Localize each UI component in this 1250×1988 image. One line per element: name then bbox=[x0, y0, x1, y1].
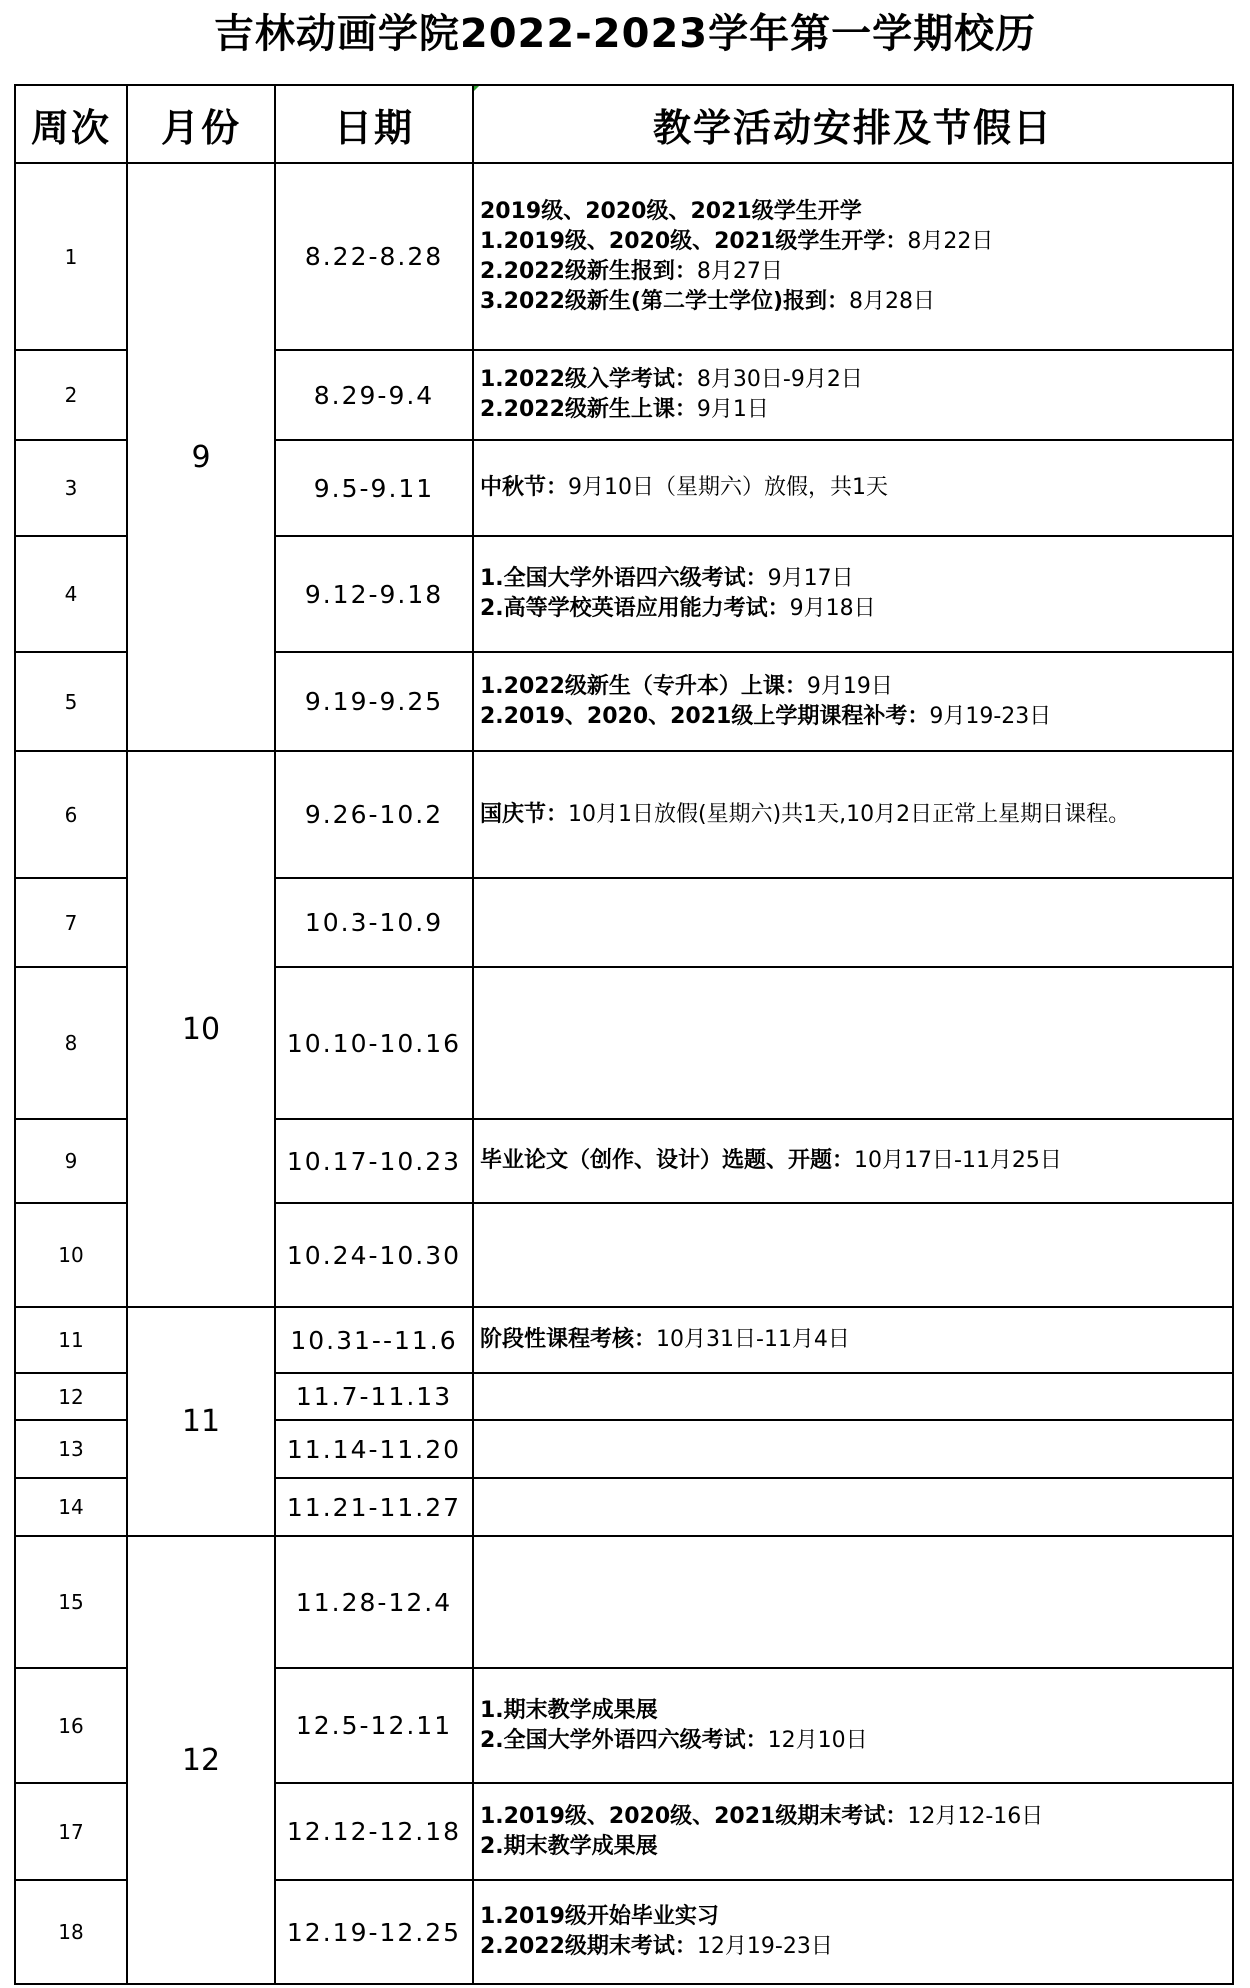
events-cell bbox=[473, 1783, 1233, 1880]
date-range-cell: 8.29-9.4 bbox=[275, 350, 473, 440]
event-line bbox=[480, 594, 1232, 624]
event-label: 1.2022级入学考试： bbox=[480, 367, 697, 392]
event-label: 阶段性课程考核： bbox=[480, 1327, 657, 1352]
event-line bbox=[480, 197, 1232, 227]
week-cell: 17 bbox=[15, 1783, 127, 1880]
week-cell: 8 bbox=[15, 967, 127, 1119]
event-label: 1.全国大学外语四六级考试： bbox=[480, 566, 768, 591]
date-range-cell: 10.17-10.23 bbox=[275, 1119, 473, 1203]
event-label: 中秋节： bbox=[480, 475, 569, 500]
month-cell: 9 bbox=[127, 163, 275, 751]
events-cell bbox=[473, 1203, 1233, 1307]
events-cell bbox=[473, 1668, 1233, 1783]
events-cell bbox=[473, 652, 1233, 751]
event-value: 8月30日-9月2日 bbox=[696, 367, 863, 392]
week-cell: 7 bbox=[15, 878, 127, 967]
events-cell bbox=[473, 967, 1233, 1119]
event-line bbox=[480, 1696, 1232, 1726]
event-value: 9月17日 bbox=[767, 566, 854, 591]
date-range-cell: 10.10-10.16 bbox=[275, 967, 473, 1119]
date-range-cell: 8.22-8.28 bbox=[275, 163, 473, 350]
events-cell bbox=[473, 1880, 1233, 1984]
event-line bbox=[480, 1146, 1232, 1176]
events-cell bbox=[473, 751, 1233, 878]
events-cell bbox=[473, 1536, 1233, 1668]
event-value: 12月19-23日 bbox=[696, 1934, 833, 1959]
date-range-cell: 12.19-12.25 bbox=[275, 1880, 473, 1984]
event-line bbox=[480, 227, 1232, 257]
week-cell: 3 bbox=[15, 440, 127, 536]
date-range-cell: 10.24-10.30 bbox=[275, 1203, 473, 1307]
event-value: 12月12-16日 bbox=[907, 1803, 1044, 1829]
event-value: 8月27日 bbox=[696, 258, 783, 284]
event-line bbox=[480, 702, 1232, 732]
event-value: 10月31日-11月4日 bbox=[656, 1327, 850, 1352]
event-label: 2.2022级新生上课： bbox=[480, 397, 697, 422]
events-cell bbox=[473, 440, 1233, 536]
table-row bbox=[15, 1536, 1233, 1668]
week-cell: 1 bbox=[15, 163, 127, 350]
event-value: 12月10日 bbox=[767, 1727, 868, 1753]
date-range-cell: 9.26-10.2 bbox=[275, 751, 473, 878]
date-range-cell: 9.19-9.25 bbox=[275, 652, 473, 751]
week-cell: 2 bbox=[15, 350, 127, 440]
event-label: 1.2019级、2020级、2021级期末考试： bbox=[480, 1803, 908, 1829]
events-cell bbox=[473, 536, 1233, 652]
month-cell: 11 bbox=[127, 1307, 275, 1536]
header-events: 教学活动安排及节假日 bbox=[473, 85, 1233, 163]
event-line bbox=[480, 1932, 1232, 1962]
week-cell: 11 bbox=[15, 1307, 127, 1373]
event-value: 9月19日 bbox=[806, 673, 893, 699]
event-line bbox=[480, 287, 1232, 317]
header-date: 日期 bbox=[275, 85, 473, 163]
event-line bbox=[480, 1325, 1232, 1355]
month-cell: 10 bbox=[127, 751, 275, 1307]
week-cell: 13 bbox=[15, 1420, 127, 1478]
event-line bbox=[480, 1832, 1232, 1862]
event-label: 2.期末教学成果展 bbox=[480, 1833, 658, 1859]
events-cell bbox=[473, 350, 1233, 440]
event-label: 1.2019级、2020级、2021级学生开学： bbox=[480, 228, 908, 254]
event-line bbox=[480, 800, 1232, 830]
event-label: 毕业论文（创作、设计）选题、开题： bbox=[480, 1148, 855, 1173]
event-line bbox=[480, 473, 1232, 503]
events-cell bbox=[473, 163, 1233, 350]
week-cell: 6 bbox=[15, 751, 127, 878]
header-month: 月份 bbox=[127, 85, 275, 163]
event-value: 8月22日 bbox=[907, 228, 994, 254]
header-row bbox=[15, 85, 1233, 163]
week-cell: 16 bbox=[15, 1668, 127, 1783]
event-label: 2.2022级新生报到： bbox=[480, 258, 697, 284]
event-label: 2.全国大学外语四六级考试： bbox=[480, 1727, 768, 1753]
event-value: 9月19-23日 bbox=[929, 703, 1052, 729]
event-label: 1.2022级新生（专升本）上课： bbox=[480, 673, 807, 699]
date-range-cell: 9.12-9.18 bbox=[275, 536, 473, 652]
date-range-cell: 11.21-11.27 bbox=[275, 1478, 473, 1536]
event-value: 10月17日-11月25日 bbox=[854, 1148, 1062, 1173]
event-label: 2019级、2020级、2021级学生开学 bbox=[480, 198, 862, 224]
event-line bbox=[480, 1802, 1232, 1832]
event-line bbox=[480, 365, 1232, 395]
date-range-cell: 9.5-9.11 bbox=[275, 440, 473, 536]
event-label: 2.2019、2020、2021级上学期课程补考： bbox=[480, 703, 930, 729]
events-cell bbox=[473, 1420, 1233, 1478]
event-value: 9月1日 bbox=[696, 397, 769, 422]
table-row bbox=[15, 163, 1233, 350]
event-value: 9月18日 bbox=[789, 596, 876, 621]
event-line bbox=[480, 1726, 1232, 1756]
event-line bbox=[480, 257, 1232, 287]
event-line bbox=[480, 564, 1232, 594]
event-value: 8月28日 bbox=[849, 288, 936, 314]
page-title: 吉林动画学院2022-2023学年第一学期校历 bbox=[213, 11, 1037, 57]
event-line bbox=[480, 1902, 1232, 1932]
event-label: 2.2022级期末考试： bbox=[480, 1934, 697, 1959]
week-cell: 9 bbox=[15, 1119, 127, 1203]
table-row bbox=[15, 751, 1233, 878]
calendar-table bbox=[14, 84, 1234, 1985]
event-label: 国庆节： bbox=[480, 801, 569, 827]
date-range-cell: 11.28-12.4 bbox=[275, 1536, 473, 1668]
events-cell bbox=[473, 878, 1233, 967]
date-range-cell: 11.14-11.20 bbox=[275, 1420, 473, 1478]
event-line bbox=[480, 395, 1232, 425]
event-label: 3.2022级新生(第二学士学位)报到： bbox=[480, 288, 850, 314]
week-cell: 4 bbox=[15, 536, 127, 652]
event-line bbox=[480, 672, 1232, 702]
date-range-cell: 10.3-10.9 bbox=[275, 878, 473, 967]
week-cell: 12 bbox=[15, 1373, 127, 1420]
events-cell bbox=[473, 1478, 1233, 1536]
date-range-cell: 12.12-12.18 bbox=[275, 1783, 473, 1880]
week-cell: 10 bbox=[15, 1203, 127, 1307]
calendar-body bbox=[15, 163, 1233, 1984]
events-cell bbox=[473, 1307, 1233, 1373]
events-cell bbox=[473, 1373, 1233, 1420]
date-range-cell: 12.5-12.11 bbox=[275, 1668, 473, 1783]
week-cell: 15 bbox=[15, 1536, 127, 1668]
table-row bbox=[15, 1307, 1233, 1373]
date-range-cell: 11.7-11.13 bbox=[275, 1373, 473, 1420]
date-range-cell: 10.31--11.6 bbox=[275, 1307, 473, 1373]
month-cell: 12 bbox=[127, 1536, 275, 1984]
event-label: 1.2019级开始毕业实习 bbox=[480, 1904, 719, 1929]
event-label: 1.期末教学成果展 bbox=[480, 1697, 658, 1723]
event-label: 2.高等学校英语应用能力考试： bbox=[480, 596, 790, 621]
header-week: 周次 bbox=[15, 85, 127, 163]
event-value: 10月1日放假(星期六)共1天,10月2日正常上星期日课程。 bbox=[568, 801, 1131, 827]
week-cell: 5 bbox=[15, 652, 127, 751]
week-cell: 18 bbox=[15, 1880, 127, 1984]
events-cell bbox=[473, 1119, 1233, 1203]
week-cell: 14 bbox=[15, 1478, 127, 1536]
event-value: 9月10日（星期六）放假，共1天 bbox=[568, 475, 889, 500]
